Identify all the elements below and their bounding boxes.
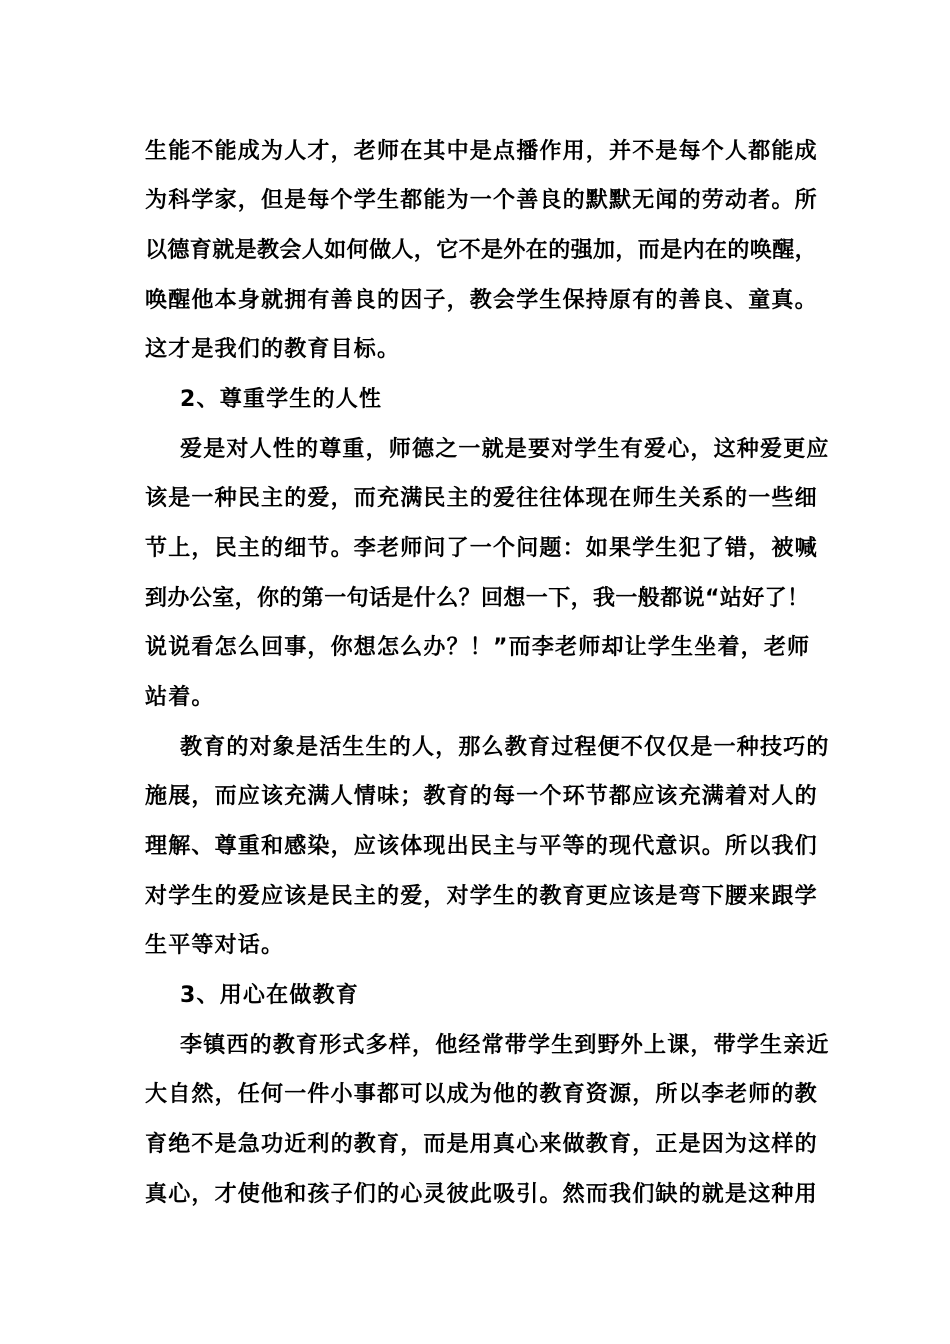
text-line: 理解、尊重和感染，应该体现出民主与平等的现代意识。所以我们 (145, 834, 818, 859)
section-heading: 3、用心在做教育 (180, 983, 359, 1008)
text-line: 说说看怎么回事，你想怎么办？！”而李老师却让学生坐着，老师 (145, 635, 811, 660)
text-line: 该是一种民主的爱，而充满民主的爱往往体现在师生关系的一些细 (145, 486, 818, 511)
paragraph-first-line: 爱是对人性的尊重，师德之一就是要对学生有爱心，这种爱更应 (180, 437, 830, 462)
text-line: 站着。 (145, 685, 215, 710)
text-line: 生能不能成为人才，老师在其中是点播作用，并不是每个人都能成 (145, 139, 818, 164)
text-line: 生平等对话。 (145, 933, 285, 958)
text-line: 节上，民主的细节。李老师问了一个问题：如果学生犯了错，被喊 (145, 536, 818, 561)
text-line: 到办公室，你的第一句话是什么？回想一下，我一般都说“站好了！ (145, 586, 810, 611)
text-line: 这才是我们的教育目标。 (145, 337, 401, 362)
text-line: 真心，才使他和孩子们的心灵彼此吸引。然而我们缺的就是这种用 (145, 1182, 818, 1207)
text-line: 唤醒他本身就拥有善良的因子，教会学生保持原有的善良、童真。 (145, 288, 818, 313)
paragraph-first-line: 李镇西的教育形式多样，他经常带学生到野外上课，带学生亲近 (180, 1033, 830, 1058)
paragraph-first-line: 教育的对象是活生生的人，那么教育过程便不仅仅是一种技巧的 (180, 735, 830, 760)
text-line: 以德育就是教会人如何做人，它不是外在的强加，而是内在的唤醒， (145, 238, 818, 263)
text-line: 育绝不是急功近利的教育，而是用真心来做教育，正是因为这样的 (145, 1132, 818, 1157)
text-line: 对学生的爱应该是民主的爱，对学生的教育更应该是弯下腰来跟学 (145, 884, 818, 909)
text-line: 大自然，任何一件小事都可以成为他的教育资源，所以李老师的教 (145, 1082, 818, 1107)
section-heading: 2、尊重学生的人性 (180, 387, 383, 412)
text-line: 为科学家，但是每个学生都能为一个善良的默默无闻的劳动者。所 (145, 188, 818, 213)
text-line: 施展，而应该充满人情味；教育的每一个环节都应该充满着对人的 (145, 784, 818, 809)
